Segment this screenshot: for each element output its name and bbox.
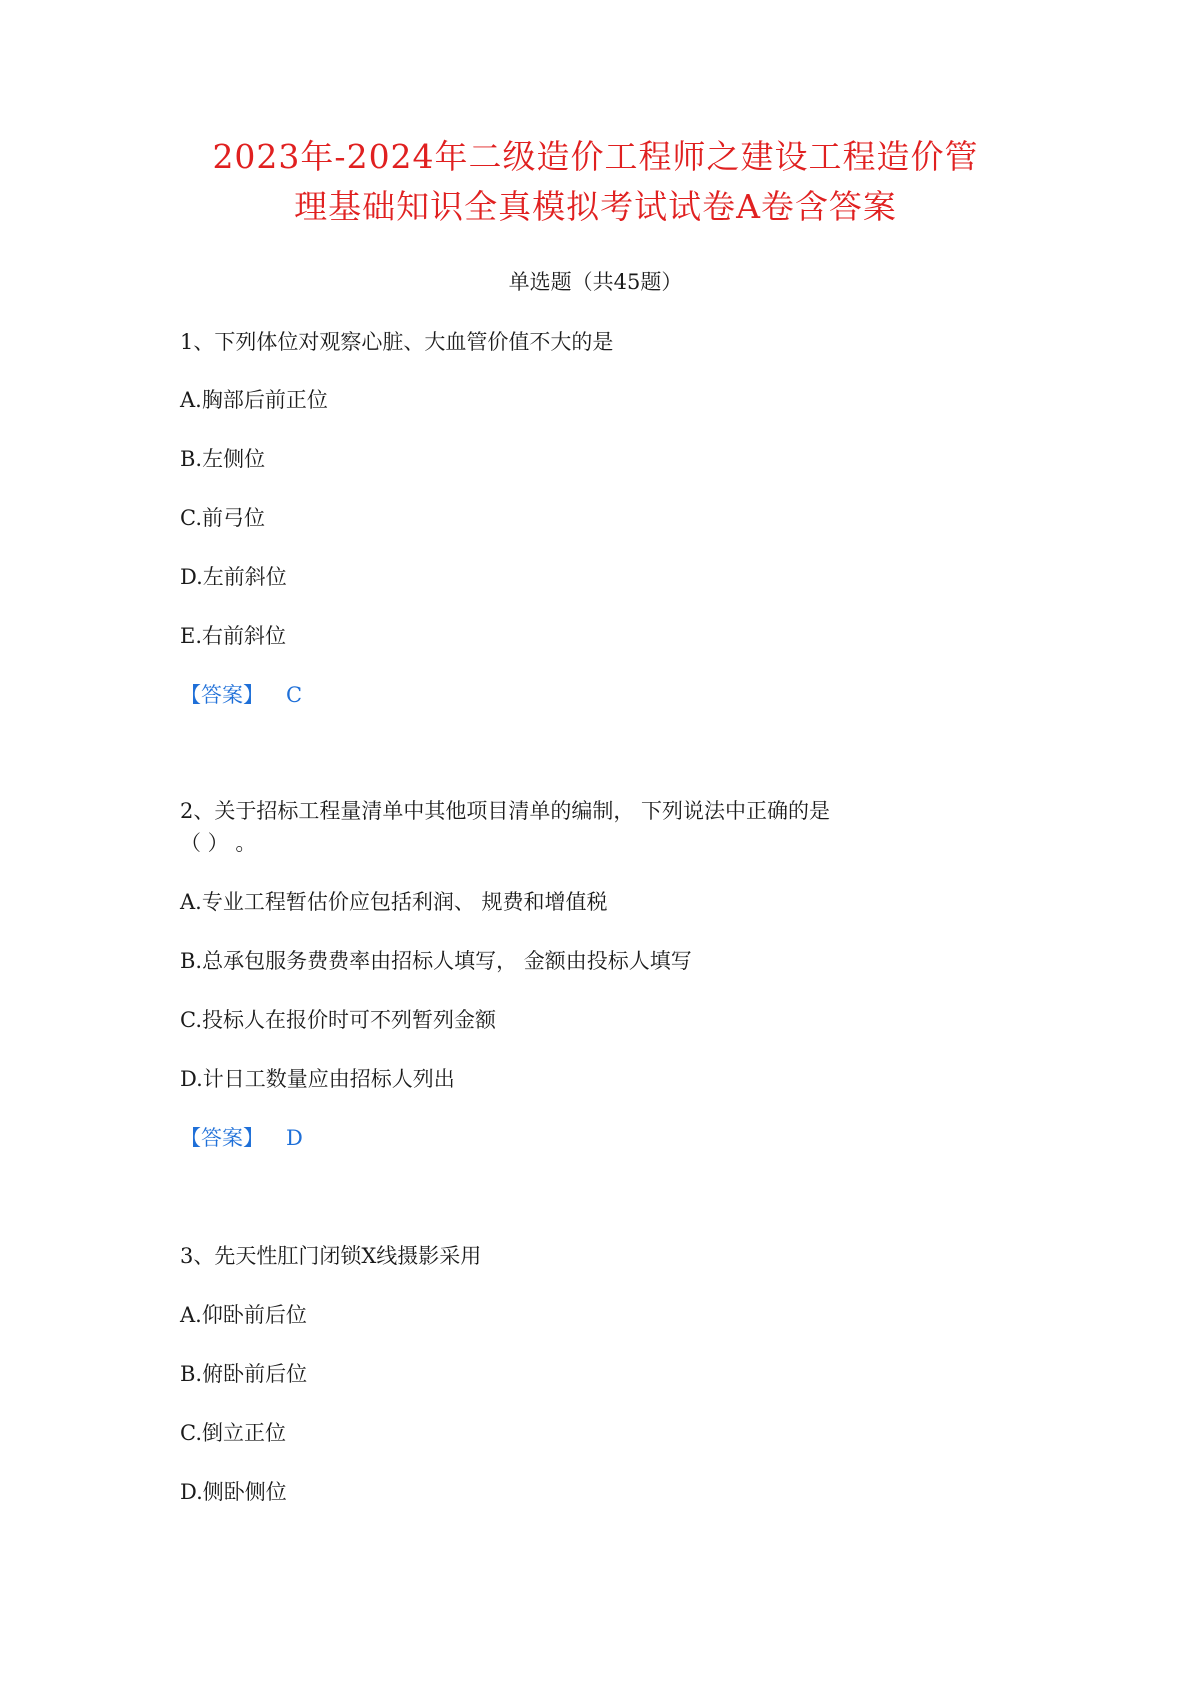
question-1-option-d: D.左前斜位 <box>180 565 287 589</box>
question-3-option-a: A.仰卧前后位 <box>180 1303 307 1327</box>
answer-value: C <box>286 683 303 707</box>
document-title-line-2: 理基础知识全真模拟考试试卷A卷含答案 <box>294 187 897 226</box>
question-3-option-c: C.倒立正位 <box>180 1421 286 1445</box>
question-2-option-b: B.总承包服务费费率由招标人填写， 金额由投标人填写 <box>180 949 692 973</box>
question-2-option-c: C.投标人在报价时可不列暂列金额 <box>180 1008 496 1032</box>
section-heading: 单选题（共45题） <box>508 270 683 294</box>
question-1-answer <box>180 681 302 709</box>
question-2-option-d: D.计日工数量应由招标人列出 <box>180 1067 455 1091</box>
question-2-stem: 2、关于招标工程量清单中其他项目清单的编制， 下列说法中正确的是 <box>180 799 831 823</box>
question-3-stem: 3、先天性肛门闭锁X线摄影采用 <box>180 1244 482 1268</box>
document-title-line-1: 2023年-2024年二级造价工程师之建设工程造价管 <box>212 137 979 176</box>
question-1-option-c: C.前弓位 <box>180 506 265 530</box>
question-2-stem-continued: （ ） 。 <box>180 831 257 855</box>
question-2-option-a: A.专业工程暂估价应包括利润、 规费和增值税 <box>180 890 608 914</box>
question-3-option-b: B.俯卧前后位 <box>180 1362 308 1386</box>
question-1-option-e: E.右前斜位 <box>180 624 287 648</box>
question-1-option-b: B.左侧位 <box>180 447 266 471</box>
answer-value: D <box>286 1126 303 1150</box>
answer-label: 【答案】 <box>180 1126 264 1150</box>
question-3-option-d: D.侧卧侧位 <box>180 1480 287 1504</box>
question-2-answer <box>180 1124 303 1152</box>
answer-label: 【答案】 <box>180 683 264 707</box>
question-1-stem: 1、下列体位对观察心脏、大血管价值不大的是 <box>180 330 614 354</box>
question-1-option-a: A.胸部后前正位 <box>180 388 328 412</box>
